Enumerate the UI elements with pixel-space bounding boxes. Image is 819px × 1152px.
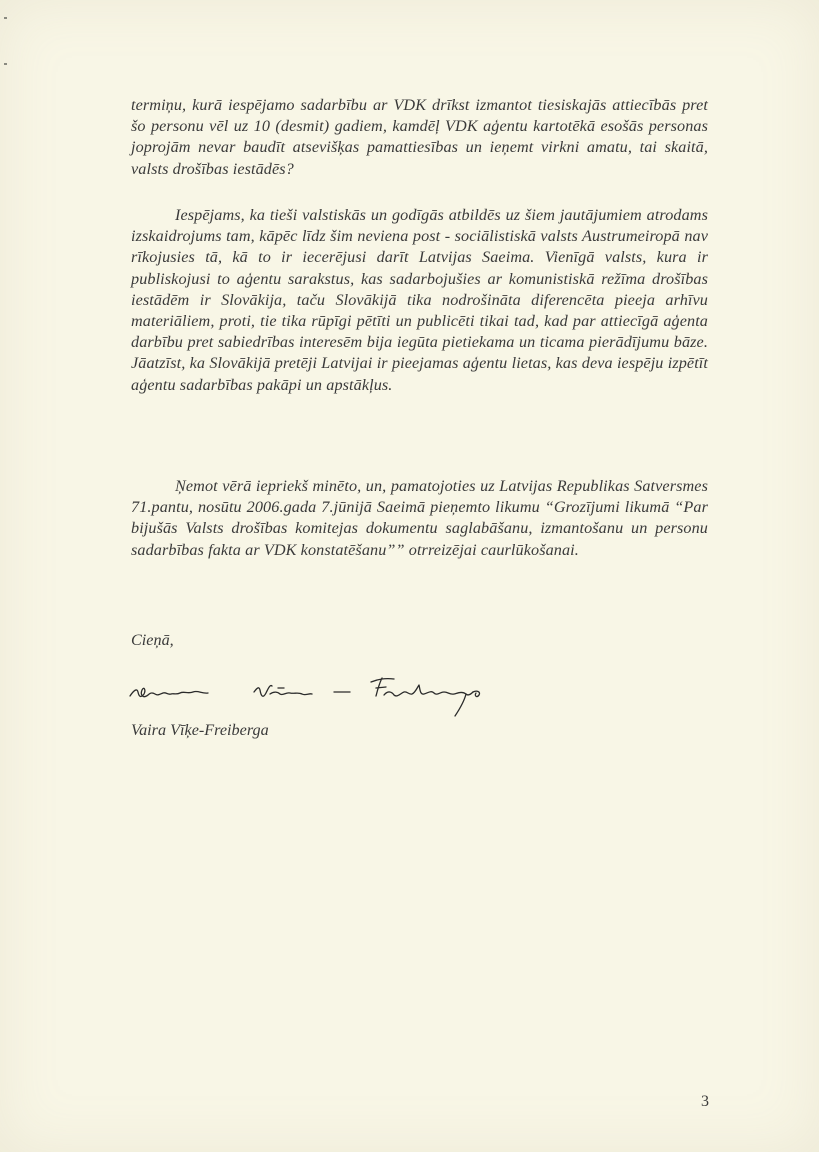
letter-paragraph xyxy=(131,205,708,396)
signer-name: Vaira Vīķe-Freiberga xyxy=(131,721,269,739)
paragraph-text: termiņu, kurā iespējamo sadarbību ar VDK drīkst izmantot tiesiskajās attiecībās pret šo personu vēl uz 10 (desmit) gadiem, kamdēļ VDK aģentu kartotēkā esošās personas joprojām nevar baudīt atsevišķas pamattiesības un ieņemt virkni amatu, tai skaitā, valsts drošības iestādēs? xyxy=(131,96,708,178)
letter-paragraph-conclusion xyxy=(131,476,708,561)
handwritten-signature xyxy=(128,668,528,718)
page-number: 3 xyxy=(701,1093,709,1110)
closing-salutation: Cieņā, xyxy=(131,631,174,649)
letter-paragraph-continuation xyxy=(131,95,708,180)
page-edge-mark xyxy=(4,17,7,19)
page-edge-mark xyxy=(4,63,7,65)
paragraph-text: Ņemot vērā iepriekš minēto, un, pamatojoties uz Latvijas Republikas Satversmes 71.pantu, nosūtu 2006.gada 7.jūnijā Saeimā pieņemto likumu “Grozījumi likumā “Par bijušās Valsts drošības komitejas dokumentu saglabāšanu, izmantošanu un personu sadarbības fakta ar VDK konstatēšanu”” otrreizējai caurlūkošanai. xyxy=(131,477,708,559)
paragraph-text: Iespējams, ka tieši valstiskās un godīgās atbildēs uz šiem jautājumiem atrodams izskaidrojums tam, kāpēc līdz šim neviena post - sociālistiskā valsts Austrumeiropā nav rīkojusies tā, kā to ir iecerējusi darīt Latvijas Saeima. Vienīgā valsts, kura ir publiskojusi to aģentu sarakstus, kas sadarbojušies ar komunistiskā režīma drošības iestādēm ir Slovākija, taču Slovākijā tika nodrošināta diferencēta pieeja arhīvu materiāliem, proti, tie tika rūpīgi pētīti un publicēti tikai tad, kad par attiecīgā aģenta darbību pret sabiedrības interesēm bija iegūta pietiekama un ticama pierādījumu bāze. Jāatzīst, ka Slovākijā pretēji Latvijai ir pieejamas aģentu lietas, kas deva iespēju izpētīt aģentu sadarbības pakāpi un apstākļus. xyxy=(131,206,708,394)
